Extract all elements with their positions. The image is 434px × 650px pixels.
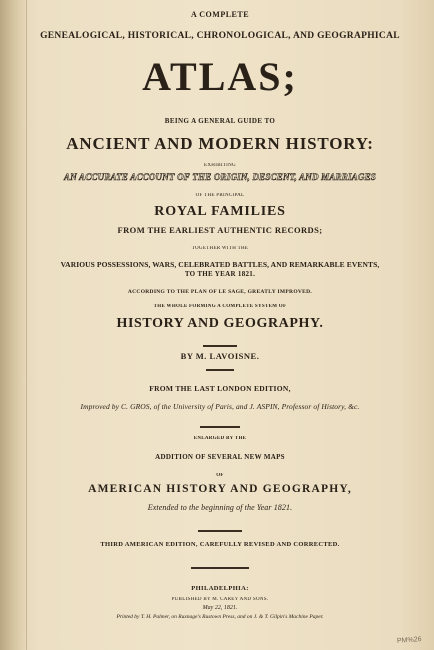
enlarged-line: ENLARGED BY THE [193,436,247,441]
printer-line: Printed by T. H. Palmer, on Ruxnage's Rustown Press, and on J. & T. Gilpin's Machine Paper. [116,614,324,620]
from-earliest-line: FROM THE EARLIEST AUTHENTIC RECORDS; [117,225,323,235]
american-history-title: AMERICAN HISTORY AND GEOGRAPHY, [88,483,352,495]
royal-families: ROYAL FAMILIES [154,204,286,219]
le-sage-line: ACCORDING TO THE PLAN OF LE SAGE, GREATLY IMPROVED. [127,289,313,295]
whole-forming-line: THE WHOLE FORMING A COMPLETE SYSTEM OF [153,304,287,309]
accurate-account-line: AN ACCURATE ACCOUNT OF THE ORIGIN, DESCENT, AND MARRIAGES [64,172,376,182]
exhibiting-line: EXHIBITING [204,163,236,168]
improved-by-line: Improved by C. GROS, of the University of Paris, and J. ASPIN, Professor of History, &c. [80,402,360,411]
third-edition-line: THIRD AMERICAN EDITION, CAREFULLY REVISED AND CORRECTED. [100,541,340,548]
publisher-line: PUBLISHED BY M. CAREY AND SONS. [171,597,269,602]
archive-mark: PM%26 [397,636,423,645]
date-line: May 22, 1821. [202,605,238,611]
divider-rule [198,530,242,532]
title-page-content [30,0,410,650]
history-geography-title: HISTORY AND GEOGRAPHY. [116,316,324,331]
divider-rule [200,426,240,428]
divider-rule [206,369,234,371]
book-gutter [0,0,27,650]
together-line: TOGETHER WITH THE [191,246,249,251]
to-year-line: TO THE YEAR 1821. [184,270,256,278]
divider-rule [203,345,237,347]
possessions-line: VARIOUS POSSESSIONS, WARS, CELEBRATED BATTLES, AND REMARKABLE EVENTS, [60,260,380,269]
addition-line: ADDITION OF SEVERAL NEW MAPS [155,453,285,461]
main-title: ATLAS; [142,55,298,99]
history-title: ANCIENT AND MODERN HISTORY: [66,134,374,153]
subtitle-top: GENEALOGICAL, HISTORICAL, CHRONOLOGICAL, AND GEOGRAPHICAL [40,31,400,41]
edition-from-line: FROM THE LAST LONDON EDITION, [149,384,291,393]
city-line: PHILADELPHIA: [191,585,249,592]
author-line: BY M. LAVOISNE. [180,351,260,361]
divider-rule [191,567,249,569]
of-line: OF [216,473,224,478]
of-principal-line: OF THE PRINCIPAL [195,193,245,198]
a-complete-line: A COMPLETE [190,10,250,19]
being-line: BEING A GENERAL GUIDE TO [164,117,276,125]
extended-line: Extended to the beginning of the Year 1821. [147,503,293,512]
